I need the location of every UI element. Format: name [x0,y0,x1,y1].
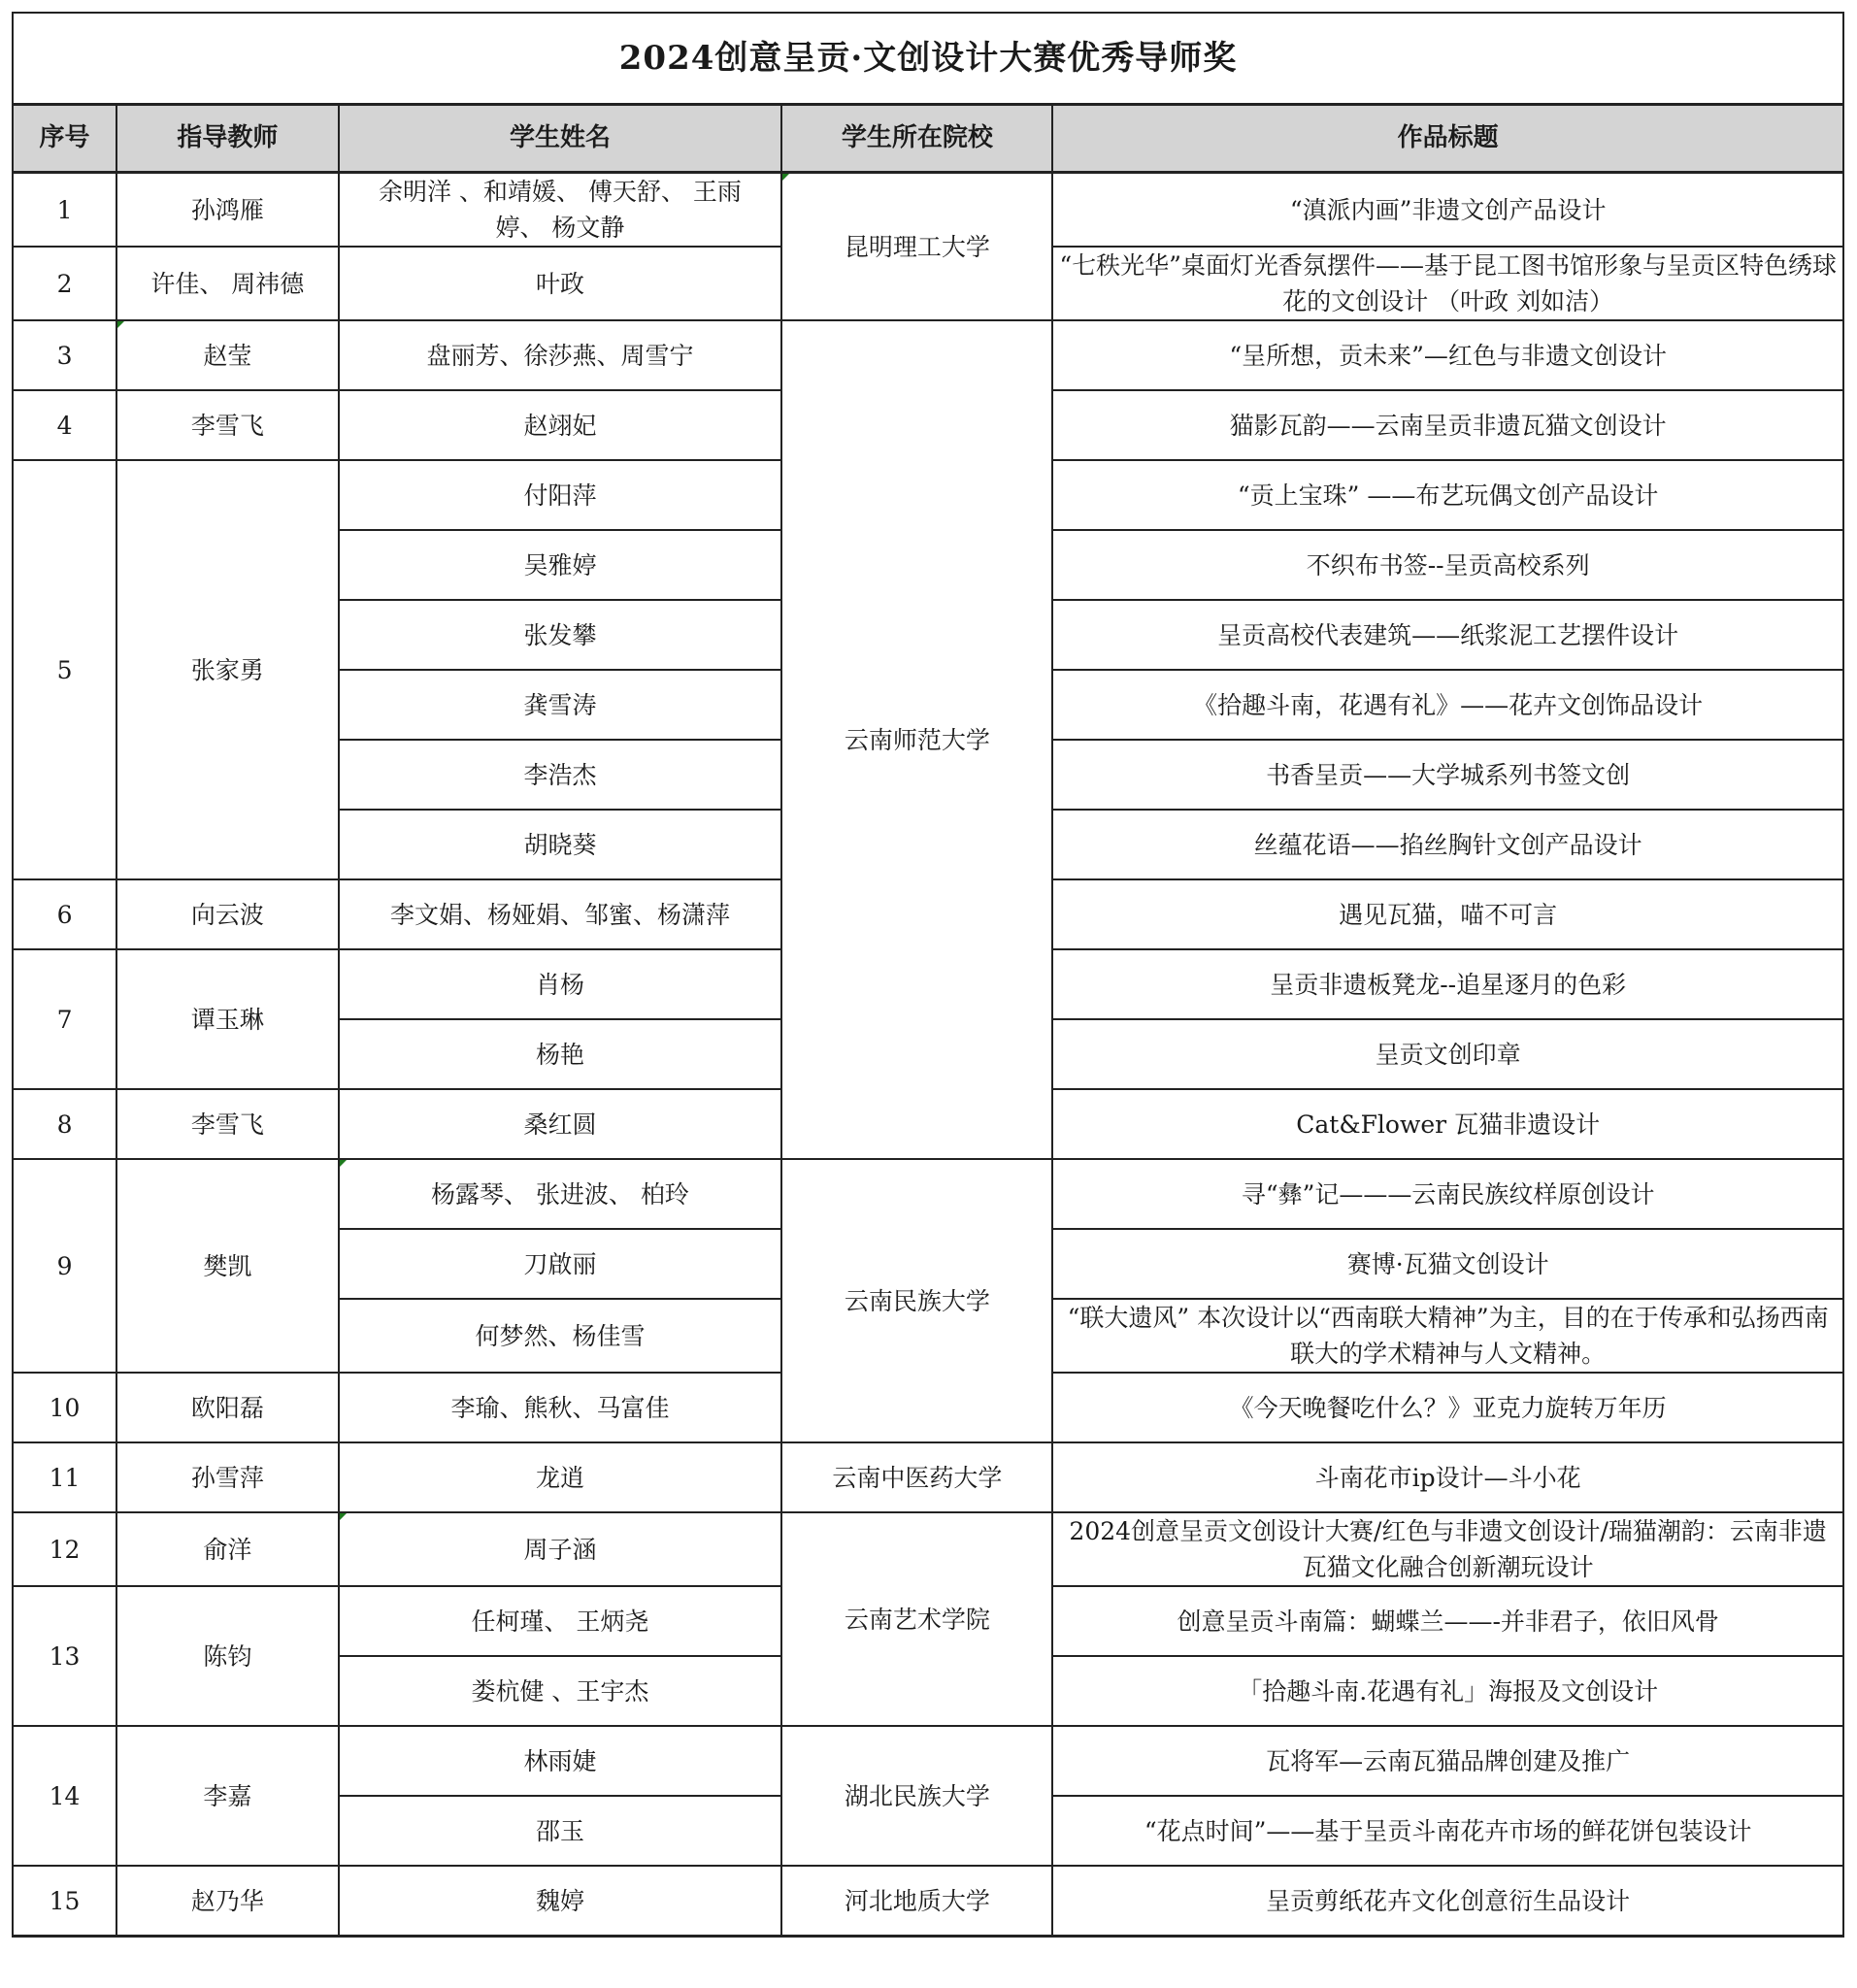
cell-work-title: 猫影瓦韵——云南呈贡非遗瓦猫文创设计 [1052,390,1843,460]
award-table-sheet [12,12,1844,1938]
cell-index: 7 [13,949,116,1089]
table-row [13,1512,1843,1586]
cell-advisor: 张家勇 [116,460,338,879]
cell-advisor: 欧阳磊 [116,1373,338,1442]
cell-work-title: 瓦将军—云南瓦猫品牌创建及推广 [1052,1726,1843,1796]
cell-index: 9 [13,1159,116,1373]
cell-students: 邵玉 [339,1796,782,1866]
cell-advisor: 李嘉 [116,1726,338,1866]
header-students: 学生姓名 [339,105,782,173]
cell-school: 云南师范大学 [781,320,1052,1159]
table-row [13,1159,1843,1229]
cell-school: 云南民族大学 [781,1159,1052,1442]
cell-work-title: Cat&Flower 瓦猫非遗设计 [1052,1089,1843,1159]
cell-students: 余明洋 、和靖媛、 傅天舒、 王雨婷、 杨文静 [339,173,782,248]
header-work-title: 作品标题 [1052,105,1843,173]
cell-students: 杨露琴、 张进波、 柏玲 [339,1159,782,1229]
cell-students: 娄杭健 、王宇杰 [339,1656,782,1726]
cell-work-title: 《拾趣斗南，花遇有礼》——花卉文创饰品设计 [1052,670,1843,740]
cell-school: 湖北民族大学 [781,1726,1052,1866]
cell-index: 12 [13,1512,116,1586]
cell-index: 5 [13,460,116,879]
cell-work-title: “花点时间”——基于呈贡斗南花卉市场的鲜花饼包装设计 [1052,1796,1843,1866]
cell-school: 云南艺术学院 [781,1512,1052,1726]
table-row [13,1866,1843,1937]
cell-students: 周子涵 [339,1512,782,1586]
cell-index: 6 [13,879,116,949]
cell-advisor: 赵莹 [116,320,338,390]
cell-school: 河北地质大学 [781,1866,1052,1937]
cell-work-title: 寻“彝”记———云南民族纹样原创设计 [1052,1159,1843,1229]
header-school: 学生所在院校 [781,105,1052,173]
cell-advisor: 俞洋 [116,1512,338,1586]
table-row [13,1442,1843,1512]
cell-students: 任柯瑾、 王炳尧 [339,1586,782,1656]
table-row [13,1726,1843,1796]
cell-work-title: 丝蕴花语——掐丝胸针文创产品设计 [1052,810,1843,879]
cell-index: 3 [13,320,116,390]
cell-work-title: 呈贡非遗板凳龙--追星逐月的色彩 [1052,949,1843,1019]
cell-advisor: 陈钧 [116,1586,338,1726]
cell-students: 龙逍 [339,1442,782,1512]
title-row [13,13,1843,105]
cell-students: 李浩杰 [339,740,782,810]
cell-students: 魏婷 [339,1866,782,1937]
cell-work-title: 呈贡文创印章 [1052,1019,1843,1089]
cell-advisor: 李雪飞 [116,390,338,460]
cell-students: 盘丽芳、徐莎燕、周雪宁 [339,320,782,390]
cell-work-title: 「拾趣斗南.花遇有礼」海报及文创设计 [1052,1656,1843,1726]
cell-index: 2 [13,247,116,320]
cell-work-title: 遇见瓦猫，喵不可言 [1052,879,1843,949]
cell-students: 李瑜、熊秋、马富佳 [339,1373,782,1442]
cell-advisor: 赵乃华 [116,1866,338,1937]
cell-work-title: “呈所想，贡未来”—红色与非遗文创设计 [1052,320,1843,390]
cell-work-title: 2024创意呈贡文创设计大赛/红色与非遗文创设计/瑞猫潮韵：云南非遗瓦猫文化融合创新潮玩设计 [1052,1512,1843,1586]
cell-students: 桑红圆 [339,1089,782,1159]
cell-advisor: 许佳、 周祎德 [116,247,338,320]
award-table [12,12,1844,1938]
cell-advisor: 孙雪萍 [116,1442,338,1512]
cell-students: 刀啟丽 [339,1229,782,1299]
cell-index: 1 [13,173,116,248]
cell-students: 张发攀 [339,600,782,670]
cell-students: 李文娟、杨娅娟、邹蜜、杨潇萍 [339,879,782,949]
cell-index: 8 [13,1089,116,1159]
cell-students: 赵翊妃 [339,390,782,460]
table-row [13,320,1843,390]
cell-index: 11 [13,1442,116,1512]
cell-work-title: 呈贡高校代表建筑——纸浆泥工艺摆件设计 [1052,600,1843,670]
cell-students: 肖杨 [339,949,782,1019]
cell-work-title: 呈贡剪纸花卉文化创意衍生品设计 [1052,1866,1843,1937]
cell-school: 昆明理工大学 [781,173,1052,321]
cell-work-title: “联大遗风” 本次设计以“西南联大精神”为主，目的在于传承和弘扬西南联大的学术精神与人文精神。 [1052,1299,1843,1373]
cell-work-title: 不织布书签--呈贡高校系列 [1052,530,1843,600]
cell-work-title: 创意呈贡斗南篇：蝴蝶兰——-并非君子，依旧风骨 [1052,1586,1843,1656]
cell-work-title: 《今天晚餐吃什么？》亚克力旋转万年历 [1052,1373,1843,1442]
cell-index: 13 [13,1586,116,1726]
header-row [13,105,1843,173]
cell-advisor: 李雪飞 [116,1089,338,1159]
cell-index: 14 [13,1726,116,1866]
cell-work-title: “滇派内画”非遗文创产品设计 [1052,173,1843,248]
cell-students: 林雨婕 [339,1726,782,1796]
header-index: 序号 [13,105,116,173]
cell-advisor: 孙鸿雁 [116,173,338,248]
cell-work-title: 赛博·瓦猫文创设计 [1052,1229,1843,1299]
cell-students: 何梦然、杨佳雪 [339,1299,782,1373]
table-title: 2024创意呈贡·文创设计大赛优秀导师奖 [13,13,1843,105]
table-row [13,173,1843,248]
cell-advisor: 向云波 [116,879,338,949]
cell-students: 龚雪涛 [339,670,782,740]
cell-work-title: 书香呈贡——大学城系列书签文创 [1052,740,1843,810]
cell-work-title: 斗南花市ip设计—斗小花 [1052,1442,1843,1512]
header-advisor: 指导教师 [116,105,338,173]
cell-index: 4 [13,390,116,460]
cell-students: 吴雅婷 [339,530,782,600]
cell-students: 杨艳 [339,1019,782,1089]
cell-students: 叶政 [339,247,782,320]
cell-students: 胡晓葵 [339,810,782,879]
cell-school: 云南中医药大学 [781,1442,1052,1512]
cell-work-title: “七秩光华”桌面灯光香氛摆件——基于昆工图书馆形象与呈贡区特色绣球花的文创设计 （叶政 刘如洁） [1052,247,1843,320]
cell-index: 15 [13,1866,116,1937]
cell-advisor: 谭玉琳 [116,949,338,1089]
cell-students: 付阳萍 [339,460,782,530]
cell-advisor: 樊凯 [116,1159,338,1373]
cell-work-title: “贡上宝珠” ——布艺玩偶文创产品设计 [1052,460,1843,530]
cell-index: 10 [13,1373,116,1442]
